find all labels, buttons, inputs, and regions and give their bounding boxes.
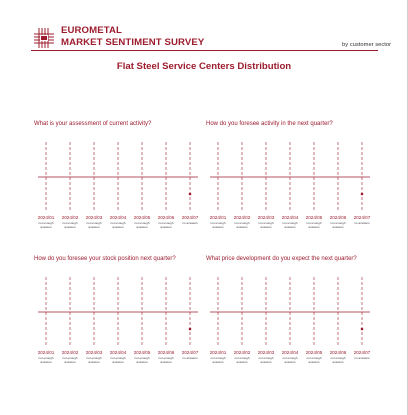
header-divider [31, 50, 378, 51]
latest-period-marker [361, 328, 364, 331]
period-tick-label: 2024/07 [181, 350, 199, 355]
period-sublabel: not enough [86, 221, 102, 225]
period-tick-label: 2024/03 [85, 215, 103, 220]
latest-period-marker [361, 193, 364, 196]
period-sublabel: not enough [62, 356, 78, 360]
period-tick-label: 2024/01 [37, 215, 55, 220]
period-tick-label: 2024/06 [157, 215, 175, 220]
brand-line-2: MARKET SENTIMENT SURVEY [61, 37, 205, 48]
period-sublabel: not enough [158, 221, 174, 225]
period-tick-label: 2024/05 [305, 350, 323, 355]
period-sublabel: answers [88, 225, 100, 229]
panel-3-question: How do you foresee your stock position next quarter? [34, 256, 176, 262]
period-sublabel: answers [260, 360, 272, 364]
period-sublabel: not enough [282, 221, 298, 225]
panel-1-question: What is your assessment of current activity? [34, 121, 152, 127]
period-sublabel: answers [308, 360, 320, 364]
period-sublabel: answers [88, 360, 100, 364]
period-tick-label: 2024/03 [85, 350, 103, 355]
period-sublabel: answers [332, 360, 344, 364]
period-tick-label: 2024/04 [281, 350, 299, 355]
latest-period-marker [189, 193, 192, 196]
period-tick-label: 2024/03 [257, 215, 275, 220]
period-tick-label: 2024/05 [133, 350, 151, 355]
period-tick-label: 2024/02 [61, 350, 79, 355]
period-sublabel: not enough [134, 356, 150, 360]
period-sublabel: answers [40, 360, 52, 364]
panel-1-chart [30, 134, 202, 232]
period-tick-label: 2024/04 [109, 350, 127, 355]
period-sublabel: answers [112, 225, 124, 229]
period-tick-label: 2024/02 [233, 215, 251, 220]
period-sublabel: answers [236, 225, 248, 229]
period-sublabel: not enough [134, 221, 150, 225]
period-sublabel: not enough [234, 356, 250, 360]
period-sublabel: answers [160, 225, 172, 229]
period-sublabel: not enough [110, 356, 126, 360]
period-sublabel: not enough [282, 356, 298, 360]
panel-2-question: How do you foresee activity in the next quarter? [206, 121, 333, 127]
latest-period-marker [189, 328, 192, 331]
brand-line-1: EUROMETAL [61, 25, 122, 36]
period-sublabel: no answers [354, 356, 370, 360]
period-sublabel: no answers [182, 221, 198, 225]
period-sublabel: answers [64, 225, 76, 229]
panel-3-chart [30, 269, 202, 367]
eurometal-logo-icon [31, 26, 57, 50]
period-tick-label: 2024/07 [181, 215, 199, 220]
period-sublabel: not enough [210, 356, 226, 360]
period-sublabel: answers [284, 225, 296, 229]
period-tick-label: 2024/07 [353, 350, 371, 355]
panel-4-chart [202, 269, 374, 367]
period-sublabel: not enough [86, 356, 102, 360]
period-tick-label: 2024/01 [209, 215, 227, 220]
period-sublabel: answers [236, 360, 248, 364]
period-sublabel: answers [136, 360, 148, 364]
period-sublabel: not enough [306, 356, 322, 360]
panel-2-chart [202, 134, 374, 232]
period-tick-label: 2024/04 [281, 215, 299, 220]
period-sublabel: not enough [258, 221, 274, 225]
period-sublabel: answers [112, 360, 124, 364]
period-sublabel: not enough [258, 356, 274, 360]
period-tick-label: 2024/06 [329, 350, 347, 355]
period-sublabel: not enough [306, 221, 322, 225]
period-tick-label: 2024/05 [133, 215, 151, 220]
period-tick-label: 2024/06 [329, 215, 347, 220]
period-tick-label: 2024/01 [209, 350, 227, 355]
period-tick-label: 2024/05 [305, 215, 323, 220]
period-sublabel: answers [212, 225, 224, 229]
period-tick-label: 2024/04 [109, 215, 127, 220]
brand-title [61, 25, 204, 49]
period-tick-label: 2024/02 [61, 215, 79, 220]
period-sublabel: answers [332, 225, 344, 229]
period-sublabel: answers [284, 360, 296, 364]
period-sublabel: answers [308, 225, 320, 229]
period-tick-label: 2024/03 [257, 350, 275, 355]
period-sublabel: not enough [38, 356, 54, 360]
period-sublabel: not enough [110, 221, 126, 225]
period-sublabel: answers [260, 225, 272, 229]
period-sublabel: answers [40, 225, 52, 229]
period-sublabel: no answers [182, 356, 198, 360]
period-sublabel: answers [64, 360, 76, 364]
period-tick-label: 2024/02 [233, 350, 251, 355]
document-title: Flat Steel Service Centers Distribution [116, 61, 292, 72]
period-sublabel: answers [212, 360, 224, 364]
period-sublabel: not enough [330, 221, 346, 225]
panel-4-question: What price development do you expect the next quarter? [206, 256, 357, 262]
byline: by customer sector [342, 42, 391, 48]
period-sublabel: not enough [210, 221, 226, 225]
period-sublabel: answers [136, 225, 148, 229]
period-sublabel: no answers [354, 221, 370, 225]
period-tick-label: 2024/06 [157, 350, 175, 355]
period-sublabel: not enough [330, 356, 346, 360]
period-tick-label: 2024/01 [37, 350, 55, 355]
period-sublabel: answers [160, 360, 172, 364]
period-sublabel: not enough [158, 356, 174, 360]
period-sublabel: not enough [38, 221, 54, 225]
period-sublabel: not enough [234, 221, 250, 225]
period-sublabel: not enough [62, 221, 78, 225]
period-tick-label: 2024/07 [353, 215, 371, 220]
